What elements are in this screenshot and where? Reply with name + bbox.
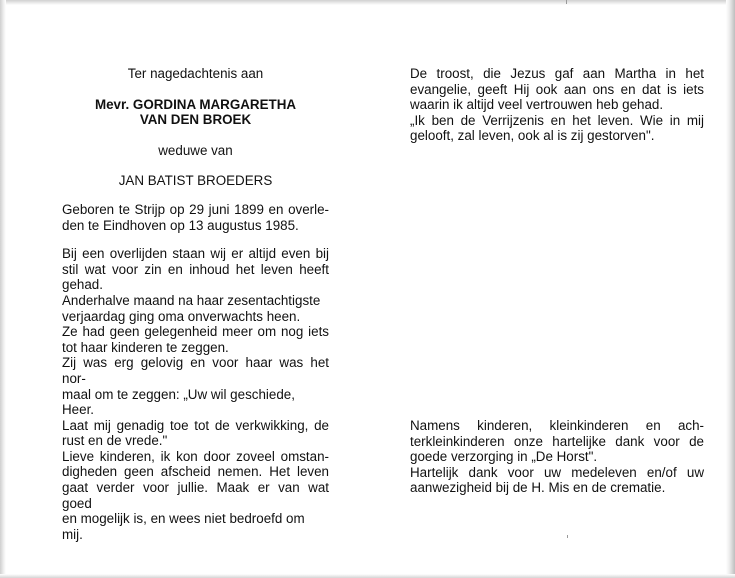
quote-line: „Ik ben de Verrijzenis en het leven. Wie in mij (410, 112, 704, 128)
text-line: Anderhalve maand na haar zesentachtigste (62, 292, 321, 308)
thanks-line: goede verzorging in „De Horst". (410, 449, 598, 465)
thanks-line: Hartelijk dank voor uw medeleven en/of uw (410, 464, 704, 480)
deceased-name-line1: Mevr. GORDINA MARGARETHA (94, 96, 297, 112)
text-line: digheden geen afscheid nemen. Het leven (62, 464, 329, 480)
thanks-line: aanwezigheid bij de H. Mis en de crematie. (410, 480, 666, 496)
text-line: Laat mij genadig toe tot de verkwikking, de (62, 417, 329, 433)
text-line: Zij was erg gelovig en voor haar was het nor- (62, 355, 329, 386)
text-line: rust en de vrede." (62, 433, 168, 449)
scan-edge-right (726, 0, 735, 578)
thanks-line: Namens kinderen, kleinkinderen en ach- (410, 418, 704, 433)
text-line: Ze had geen gelegenheid meer om nog iets (62, 324, 329, 340)
scan-edge-left (0, 0, 6, 578)
intro-text: Ter nagedachtenis aan (127, 66, 264, 81)
scan-edge-bottom (0, 574, 735, 578)
birth-line: den te Eindhoven op 13 augustus 1985. (62, 217, 299, 233)
fold-mark-bottom (567, 535, 568, 538)
thanks-line: terkleinkinderen onze hartelijke dank voor de (410, 433, 704, 449)
quote-line: De troost, die Jezus gaf aan Martha in het (410, 66, 704, 81)
birth-death-paragraph (62, 202, 329, 233)
scan-edge-top (0, 0, 735, 5)
text-line: gaat verder voor jullie. Maak er van wat goed (62, 480, 329, 511)
scripture-quote (410, 66, 704, 144)
text-line: verjaardag ging oma onverwachts heen. (62, 308, 301, 324)
fold-mark-top (566, 0, 567, 4)
text-line: stil wat voor zin en inhoud het leven heeft (62, 261, 329, 277)
thanks-paragraph (410, 418, 704, 496)
text-line: Lieve kinderen, ik kon door zoveel omstan- (62, 448, 329, 464)
quote-line: gelooft, zal leven, ook al is zij gestorven". (410, 128, 655, 144)
quote-line: evangelie, geeft Hij ook aan ons en dat is iets (410, 81, 704, 97)
text-line: maal om te zeggen: „Uw wil geschiede, Heer. (62, 386, 295, 418)
remembrance-paragraph (62, 246, 329, 542)
text-line: gehad. (62, 277, 103, 293)
left-column (62, 66, 329, 542)
text-line: tot haar kinderen te zeggen. (62, 339, 229, 355)
quote-line: waarin ik altijd veel vertrouwen heb gehad. (410, 97, 664, 113)
text-line: Bij een overlijden staan wij er altijd even bij (62, 246, 329, 262)
text-line: en mogelijk is, en wees niet bedroefd om mij. (62, 511, 305, 542)
birth-line: Geboren te Strijp op 29 juni 1899 en overle- (62, 201, 329, 217)
husband-name: JAN BATIST BROEDERS (118, 173, 273, 189)
widow-of-text: weduwe van (158, 142, 233, 158)
deceased-name-line2: VAN DEN BROEK (139, 112, 252, 128)
